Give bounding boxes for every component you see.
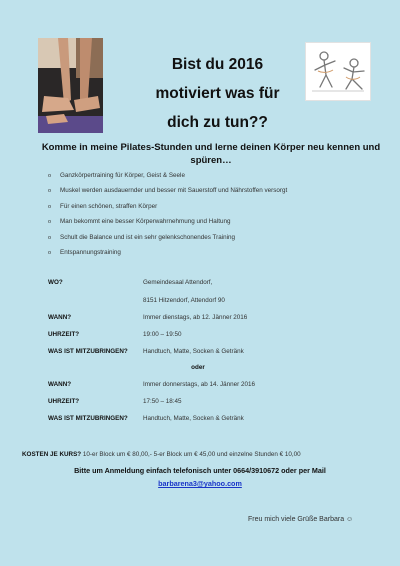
- list-item: [48, 203, 287, 218]
- kosten-label: KOSTEN JE KURS?: [22, 451, 82, 458]
- headline-line-3: dich zu tun??: [167, 114, 268, 131]
- mitbringen-label: WAS IST MITZUBRINGEN?: [48, 415, 128, 422]
- bullet-marker: o: [48, 188, 52, 195]
- wo-label: WO?: [48, 279, 63, 286]
- mitbringen-label: WAS IST MITZUBRINGEN?: [48, 348, 128, 355]
- anmeldung-text: Bitte um Anmeldung einfach telefonisch unter 0664/3910672 oder per Mail: [74, 466, 326, 475]
- uhrzeit-label: UHRZEIT?: [48, 398, 80, 405]
- kosten-line: [22, 451, 392, 458]
- list-item-text: Ganzkörpertraining für Körper, Geist & Seele: [60, 172, 185, 179]
- uhrzeit-value: 19:00 – 19:50: [143, 331, 182, 338]
- address-value: 8151 Hitzendorf, Attendorf 90: [143, 297, 225, 304]
- headline-line-1: Bist du 2016: [171, 56, 264, 73]
- bullet-marker: o: [48, 234, 52, 241]
- bullet-marker: o: [48, 173, 52, 179]
- uhrzeit-value: 17:50 – 18:45: [143, 398, 182, 405]
- email-link[interactable]: barbarena3@yahoo.com: [158, 479, 242, 488]
- wann-label: WANN?: [48, 314, 72, 321]
- headline-line-2: motiviert was für: [155, 85, 280, 102]
- wann-label: WANN?: [48, 381, 72, 388]
- greeting-text: Freu mich viele Grüße Barbara ☺: [248, 516, 354, 523]
- list-item-text: Entspannungstraining: [60, 248, 121, 256]
- intro-text: Komme in meine Pilates-Stunden und lerne deinen Körper neu kennen und spüren…: [41, 142, 381, 166]
- list-item: [48, 187, 287, 202]
- headline: [125, 50, 310, 137]
- wo-value: Gemeindesaal Attendorf,: [143, 279, 213, 286]
- pilates-sketch: [305, 42, 371, 101]
- list-item-text: Für einen schönen, straffen Körper: [60, 202, 158, 210]
- mitbringen-value: Handtuch, Matte, Socken & Getränk: [143, 348, 244, 355]
- list-item-text: Schult die Balance und ist ein sehr gelenkschonendes Training: [60, 233, 236, 241]
- mitbringen-value: Handtuch, Matte, Socken & Getränk: [143, 415, 244, 422]
- list-item-text: Muskel werden ausdauernder und besser mit Sauerstoff und Nährstoffen versorgt: [60, 187, 288, 195]
- pilates-photo: [38, 38, 103, 133]
- pilates-sketch-image: [306, 43, 370, 100]
- wann-value: Immer dienstags, ab 12. Jänner 2016: [143, 314, 248, 321]
- pilates-photo-image: [38, 38, 103, 133]
- list-item: [48, 249, 287, 264]
- benefits-list: [48, 172, 287, 264]
- bullet-marker: o: [48, 219, 52, 226]
- bullet-marker: o: [48, 249, 52, 256]
- list-item: [48, 218, 287, 233]
- uhrzeit-label: UHRZEIT?: [48, 331, 80, 338]
- bullet-marker: o: [48, 203, 52, 210]
- wann-value: Immer donnerstags, ab 14. Jänner 2016: [143, 381, 256, 388]
- list-item-text: Man bekommt eine besser Körperwahrnehmung und Haltung: [60, 218, 231, 226]
- kosten-text: 10-er Block um € 80,00,- 5-er Block um € 45,00 und einzelne Stunden € 10,00: [82, 451, 301, 458]
- list-item: [48, 172, 287, 187]
- oder-separator: oder: [191, 364, 205, 371]
- list-item: [48, 234, 287, 249]
